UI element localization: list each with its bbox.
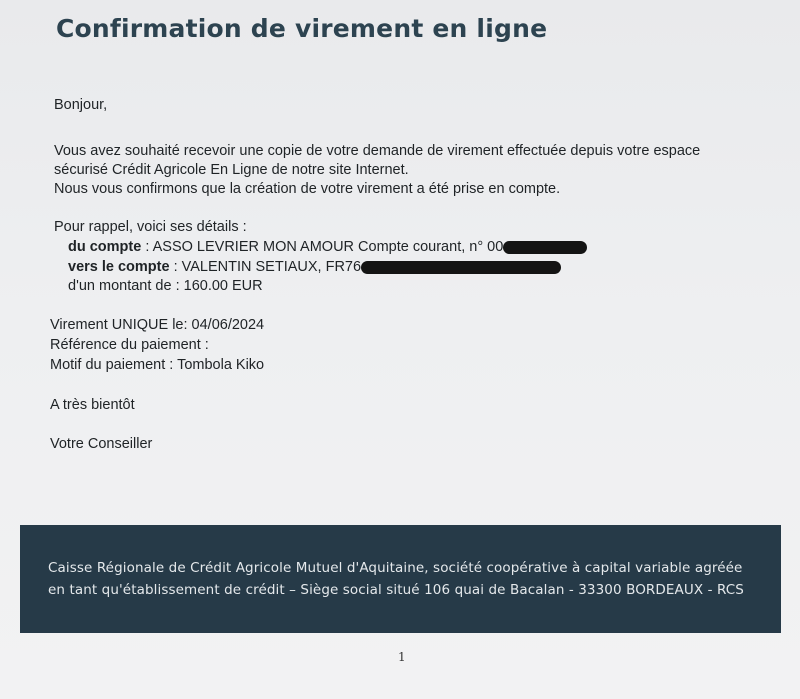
from-account-label: du compte [68,239,142,255]
intro-line-2: sécurisé Crédit Agricole En Ligne de notre site Internet. [54,162,409,178]
transfer-date: Virement UNIQUE le: 04/06/2024 [50,317,265,333]
greeting: Bonjour, [54,97,108,113]
to-account-value: : VALENTIN SETIAUX, FR76 [169,259,362,275]
footer-line-2: en tant qu'établissement de crédit – Siège social situé 106 quai de Bacalan - 33300 BORDEAUX - RCS [48,582,744,598]
redaction-mark [361,261,561,274]
to-account-row [68,258,561,276]
payment-reference: Référence du paiement : [50,337,209,353]
intro-line-1: Vous avez souhaité recevoir une copie de votre demande de virement effectuée depuis votre espace [54,143,701,159]
amount: d'un montant de : 160.00 EUR [68,278,263,294]
from-account-row [68,238,587,256]
redaction-mark [503,241,587,254]
details-intro: Pour rappel, voici ses détails : [54,219,247,235]
legal-footer [20,525,781,633]
payment-reason: Motif du paiement : Tombola Kiko [50,357,265,373]
footer-line-1: Caisse Régionale de Crédit Agricole Mutuel d'Aquitaine, société coopérative à capital variable agréée [48,560,743,576]
to-account-label: vers le compte [68,259,170,275]
page-number: 1 [398,650,406,664]
intro-line-3: Nous vous confirmons que la création de votre virement a été prise en compte. [54,181,561,197]
from-account-value: : ASSO LEVRIER MON AMOUR Compte courant, n° 00 [141,239,504,255]
signature: Votre Conseiller [50,436,153,452]
page-title: Confirmation de virement en ligne [56,14,548,43]
closing: A très bientôt [50,397,135,413]
